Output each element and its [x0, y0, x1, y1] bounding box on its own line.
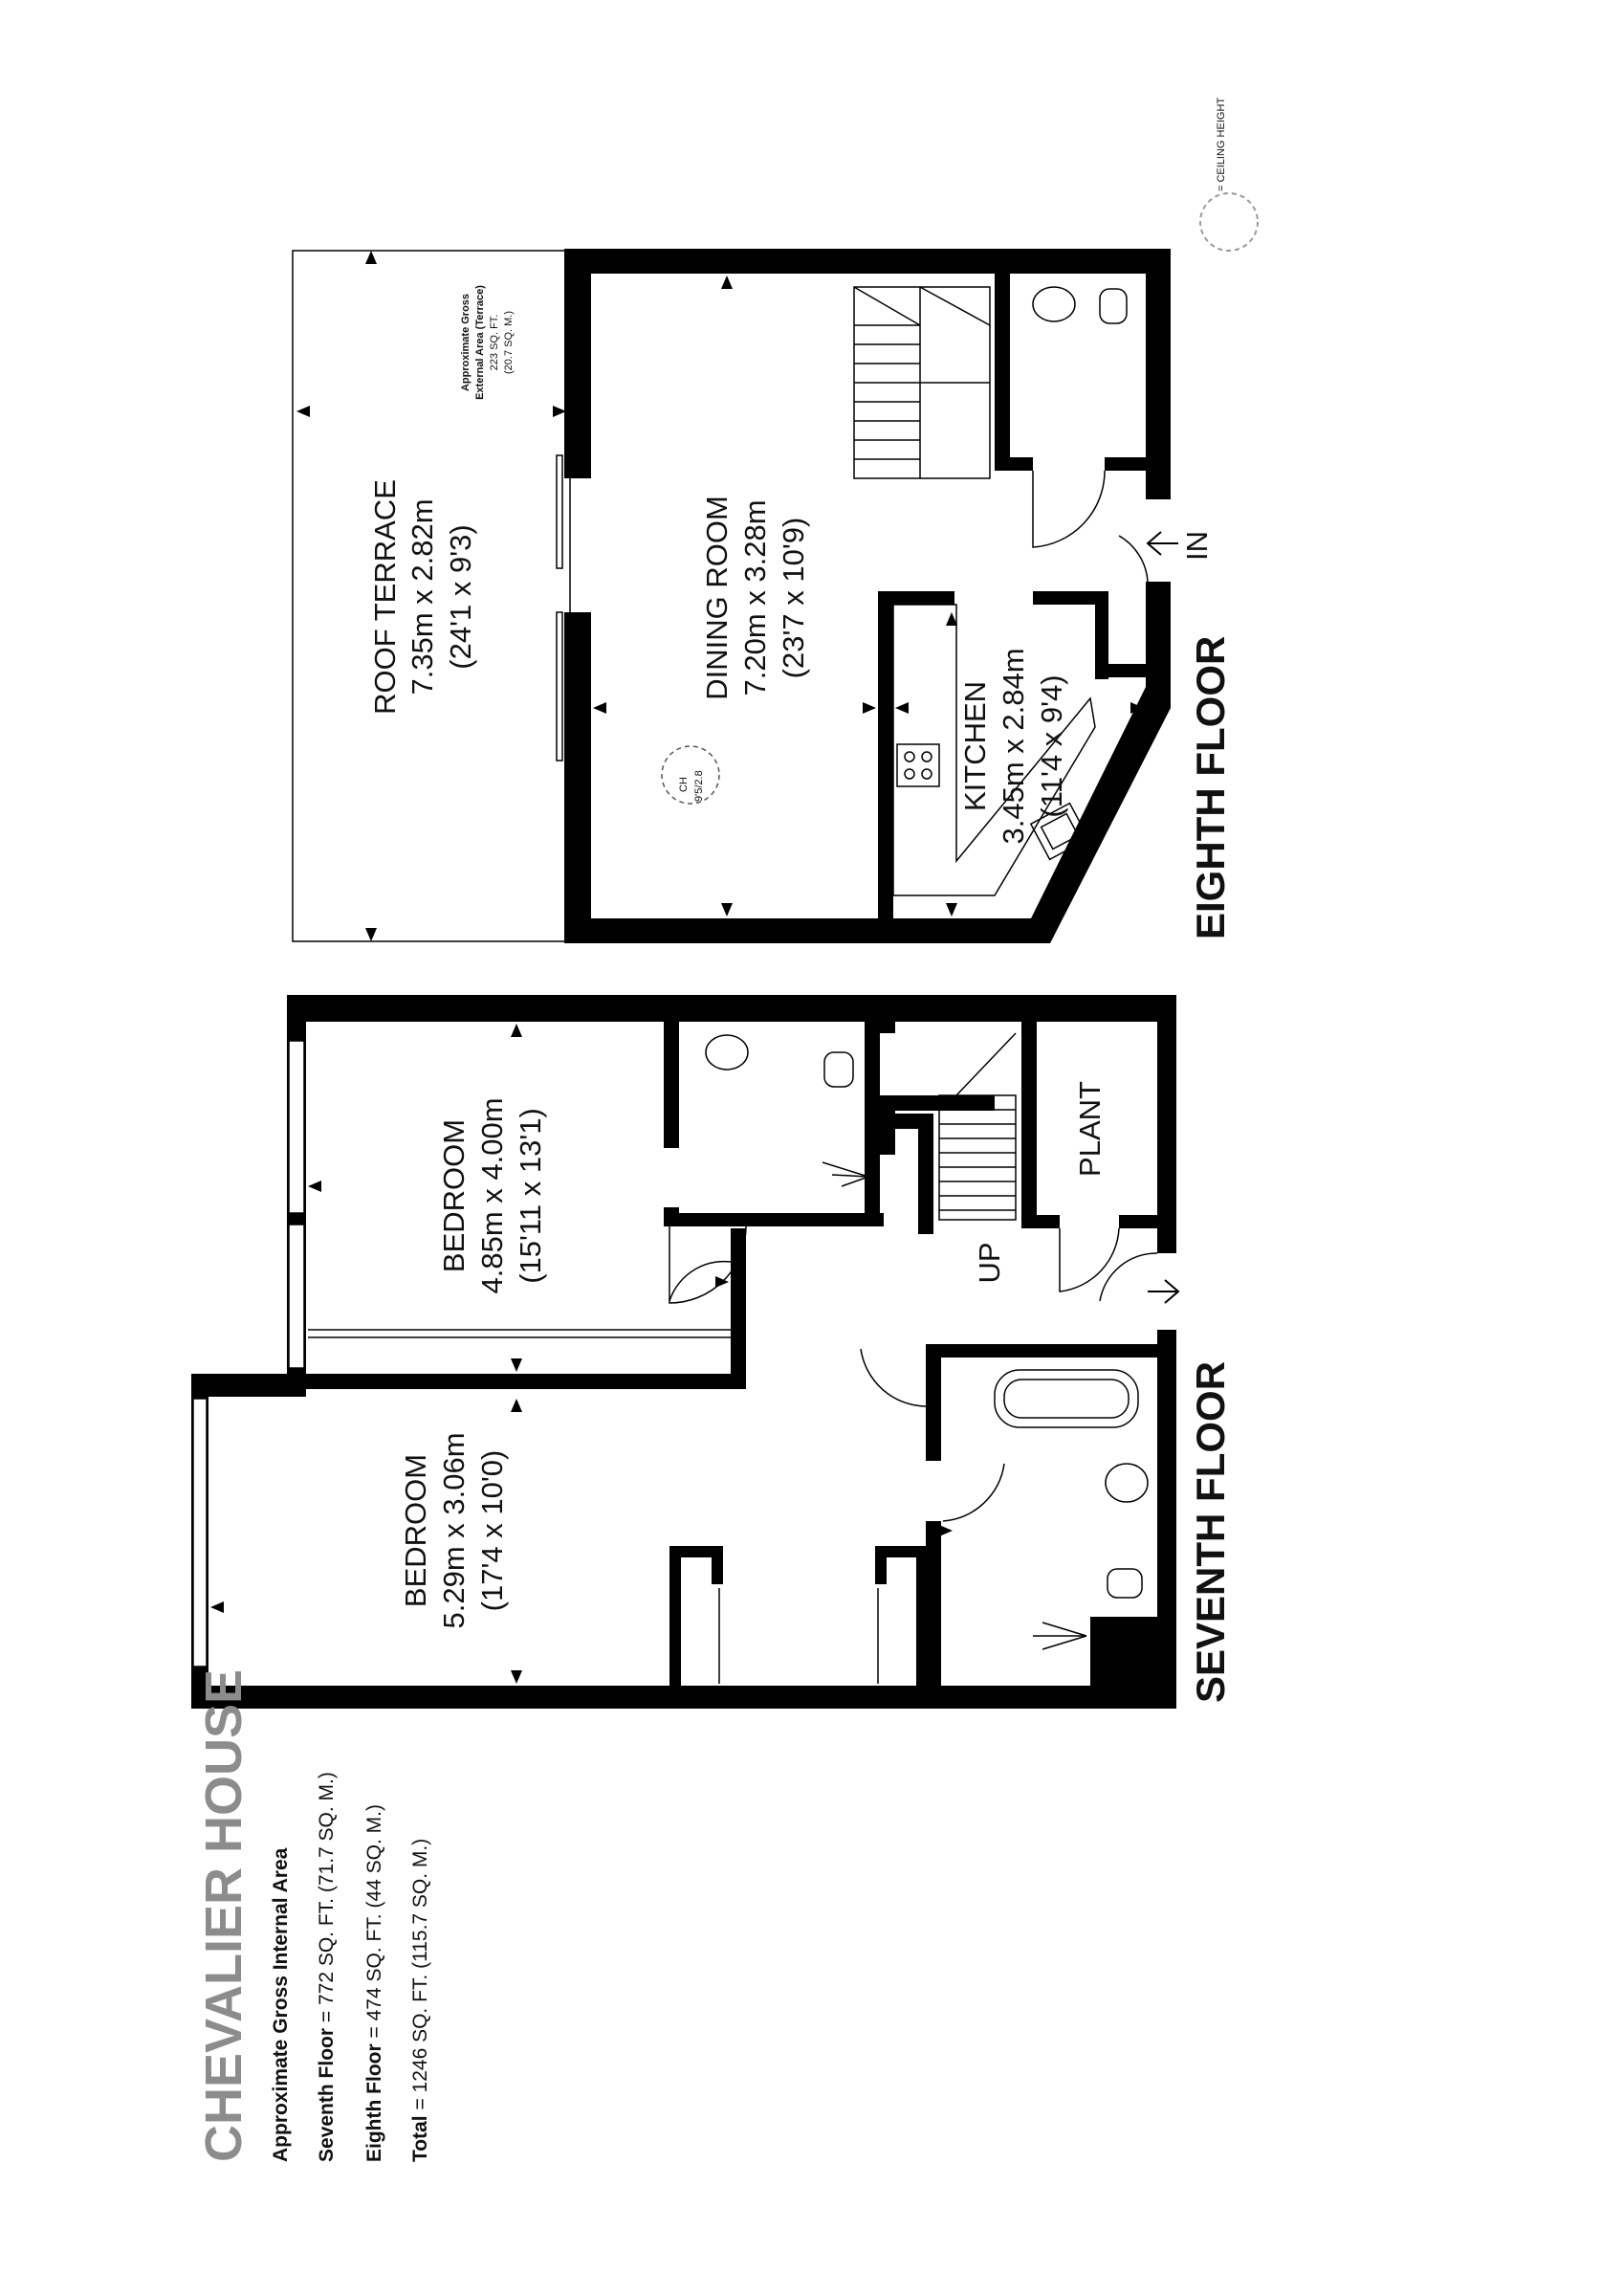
dimension-markers [210, 1024, 953, 1684]
wall [664, 1213, 884, 1226]
bathroom-door [943, 1464, 1004, 1521]
staircase-lower [939, 1033, 1016, 1220]
wall [564, 612, 591, 942]
wall [1105, 457, 1148, 471]
toilet-icon [824, 1052, 853, 1087]
eighth-floor-area-value: = 474 SQ. FT. (44 SQ. M.) [363, 1804, 385, 2044]
wall [995, 249, 1010, 469]
wall [1095, 664, 1152, 677]
wall [1033, 591, 1102, 605]
dining-room-name: DINING ROOM [700, 496, 734, 700]
eighth-floor-area-label: Eighth Floor [363, 2043, 385, 2162]
eighth-floor-area [363, 1804, 385, 2162]
wall [880, 1095, 995, 1111]
title-block [195, 1669, 431, 2162]
wall [918, 1114, 933, 1234]
bath-inner [1004, 1380, 1129, 1418]
bath-icon [995, 1370, 1138, 1427]
sliding-door [557, 455, 562, 568]
ceiling-height-legend-label: = CEILING HEIGHT [1216, 97, 1227, 191]
toilet-icon [1100, 289, 1127, 323]
shower-icon [1033, 1623, 1086, 1649]
wall [878, 591, 954, 605]
wardrobe [875, 1546, 929, 1689]
wall [287, 1374, 746, 1389]
wall [664, 995, 679, 1148]
dining-room-imperial: (23'7 x 10'9) [777, 517, 810, 679]
ceiling-height-legend-icon [1200, 193, 1258, 251]
wall [1146, 249, 1171, 499]
roof-terrace-name: ROOF TERRACE [368, 479, 402, 715]
wall [564, 249, 591, 478]
seventh-floor-heading: SEVENTH FLOOR [1188, 1360, 1233, 1703]
wall [1021, 1022, 1037, 1228]
plant-door [1060, 1228, 1119, 1292]
total-area [409, 1839, 431, 2162]
wall [926, 1344, 941, 1461]
kitchen-imperial: (11'4 x 9'4) [1035, 674, 1068, 818]
ceiling-height-label: CH [678, 777, 690, 792]
wall [564, 918, 1041, 943]
bedroom-2-metric: 5.29m x 3.06m [437, 1432, 471, 1629]
bedroom-1-name: BEDROOM [437, 1118, 471, 1273]
roof-terrace-imperial: (24'1 x 9'3) [444, 524, 477, 670]
window [289, 1225, 304, 1368]
dining-room-metric: 7.20m x 3.28m [738, 499, 772, 696]
window [193, 1399, 207, 1667]
wall [191, 1686, 1176, 1709]
bedroom-1-imperial: (15'11 x 13'1) [514, 1108, 547, 1284]
sliding-door [557, 612, 562, 761]
entry-door [1119, 536, 1148, 582]
basin-icon [706, 1035, 748, 1070]
plant-label: PLANT [1073, 1081, 1107, 1177]
terrace-area-line1: Approximate Gross [460, 293, 472, 392]
entry-arrow-icon [1148, 1280, 1178, 1303]
seventh-floor-area-value: = 772 SQ. FT. (71.7 SQ. M.) [316, 1772, 338, 2028]
bedroom-2-imperial: (17'4 x 10'0) [475, 1449, 509, 1612]
wall [1157, 995, 1176, 1253]
ceiling-height-marker [662, 746, 719, 804]
basin-icon [1106, 1464, 1148, 1502]
wall [1090, 1617, 1163, 1689]
wall [1146, 582, 1171, 696]
ceiling-height-legend [1200, 98, 1258, 251]
terrace-area-line2: External Area (Terrace) [474, 285, 486, 400]
eighth-floor-heading: EIGHTH FLOOR [1188, 635, 1233, 939]
kitchen-metric: 3.45m x 2.84m [997, 648, 1030, 845]
wall [1021, 1215, 1060, 1228]
wc-door [1033, 471, 1105, 547]
seventh-floor-area [316, 1772, 338, 2162]
eighth-floor-plan [293, 249, 1233, 943]
property-name: CHEVALIER HOUSE [195, 1668, 252, 2162]
seventh-floor-area-label: Seventh Floor [316, 2027, 338, 2162]
bedroom-2-name: BEDROOM [399, 1453, 432, 1608]
wall [564, 249, 1159, 274]
ceiling-height-value: 9'5/2.8 [693, 770, 705, 802]
terrace-area-line4: (20.7 SQ. M.) [503, 310, 515, 375]
bedroom-1-metric: 4.85m x 4.00m [475, 1097, 509, 1294]
wall [995, 457, 1033, 471]
wall [926, 1344, 1165, 1358]
terrace-area-note [460, 285, 515, 400]
wardrobe [669, 1546, 723, 1689]
total-area-value: = 1246 SQ. FT. (115.7 SQ. M.) [409, 1838, 431, 2116]
wall [878, 591, 893, 928]
shower-icon [822, 1162, 868, 1186]
wall [865, 1022, 880, 1225]
kitchen-name: KITCHEN [958, 680, 992, 812]
wall [1119, 1215, 1162, 1228]
wall [731, 1228, 746, 1389]
entry-label: IN [1180, 531, 1214, 561]
total-area-label: Total [409, 2115, 431, 2162]
wall [287, 995, 1176, 1022]
window [289, 1041, 304, 1213]
staircase-upper [854, 287, 990, 478]
terrace-area-line3: 223 SQ. FT. [489, 314, 500, 371]
area-heading: Approximate Gross Internal Area [270, 1847, 292, 2162]
hob-icon [897, 744, 939, 786]
basin-icon [1033, 287, 1075, 321]
seventh-floor-plan [191, 995, 1233, 1709]
entry-arrow-icon [1148, 532, 1178, 555]
wall [880, 995, 895, 1033]
stairs-up-label: UP [973, 1242, 1006, 1284]
roof-terrace-metric: 7.35m x 2.82m [406, 498, 439, 695]
toilet-icon [1108, 1569, 1142, 1598]
bedroom-door [861, 1349, 926, 1406]
